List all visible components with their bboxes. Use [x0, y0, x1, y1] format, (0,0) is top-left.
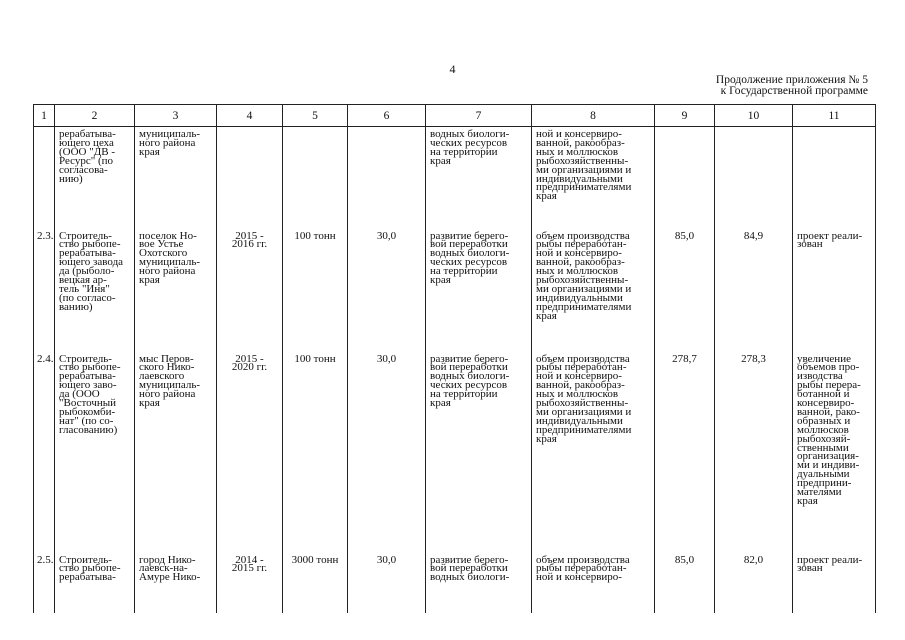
period-cell	[217, 127, 283, 229]
column-header: 5	[283, 105, 348, 127]
goal-cell: развитие берего- вой переработки водных биологи- ческих ресурсов на территории края	[426, 352, 532, 553]
row-number: 2.5.	[34, 553, 55, 613]
table-row	[34, 229, 876, 352]
header-row	[34, 105, 876, 127]
capacity-cell: 100 тонн	[283, 229, 348, 352]
result-cell	[793, 127, 876, 229]
cost-cell	[348, 127, 426, 229]
goal-cell: водных биологи- ческих ресурсов на территории края	[426, 127, 532, 229]
indicator-cell: объем производства рыбы переработан- ной и консервиро-	[532, 553, 655, 613]
column-header: 2	[55, 105, 135, 127]
indicator-cell: объем производства рыбы переработан- ной и консервиро- ванной, ракообраз- ных и моллюсков рыбохозяйственны- ми организациями и индивидуальными предпринимателями края	[532, 352, 655, 553]
value-cell: 278,7	[655, 352, 715, 553]
program-table	[33, 104, 876, 613]
object-cell: рерабатыва- ющего цеха (ООО "ДВ - Ресурс" (по согласова- нию)	[55, 127, 135, 229]
column-header: 8	[532, 105, 655, 127]
value-cell	[715, 127, 793, 229]
table-row	[34, 553, 876, 613]
capacity-cell: 100 тонн	[283, 352, 348, 553]
table-row	[34, 127, 876, 229]
column-header: 11	[793, 105, 876, 127]
value-cell: 82,0	[715, 553, 793, 613]
value-cell: 85,0	[655, 553, 715, 613]
column-header: 1	[34, 105, 55, 127]
object-cell: Строитель- ство рыбопе- рерабатыва- ющего заво- да (ООО "Восточный рыбокомби- нат" (по со- гласованию)	[55, 352, 135, 553]
value-cell	[655, 127, 715, 229]
value-cell: 84,9	[715, 229, 793, 352]
capacity-cell: 3000 тонн	[283, 553, 348, 613]
value-cell: 278,3	[715, 352, 793, 553]
cost-cell: 30,0	[348, 553, 426, 613]
indicator-cell: ной и консервиро- ванной, ракообраз- ных и моллюсков рыбохозяйственны- ми организациями и индивидуальными предпринимателями края	[532, 127, 655, 229]
column-header: 4	[217, 105, 283, 127]
page-number: 4	[449, 62, 456, 76]
goal-cell: развитие берего- вой переработки водных биологи- ческих ресурсов на территории края	[426, 229, 532, 352]
appendix-line-1: Продолжение приложения № 5	[715, 74, 868, 86]
row-number	[34, 127, 55, 229]
appendix-line-2: к Государственной программе	[720, 85, 868, 97]
result-cell: проект реали- зован	[793, 553, 876, 613]
row-number: 2.4.	[34, 352, 55, 553]
location-cell: мыс Перов- ского Нико- лаевского муниципаль- ного района края	[135, 352, 217, 553]
column-header: 9	[655, 105, 715, 127]
appendix-caption	[716, 75, 868, 97]
location-cell: город Нико- лаевск-на- Амуре Нико-	[135, 553, 217, 613]
value-cell: 85,0	[655, 229, 715, 352]
period-cell: 2015 - 2020 гг.	[217, 352, 283, 553]
object-cell: Строитель- ство рыбопе- рерабатыва- ющего завода да (рыболо- вецкая ар- тель "Иня" (по согласо- ванию)	[55, 229, 135, 352]
column-header: 6	[348, 105, 426, 127]
location-cell: муниципаль- ного района края	[135, 127, 217, 229]
column-header: 10	[715, 105, 793, 127]
location-cell: поселок Но- вое Устье Охотского муниципаль- ного района края	[135, 229, 217, 352]
row-number: 2.3.	[34, 229, 55, 352]
result-cell: проект реали- зован	[793, 229, 876, 352]
column-header: 3	[135, 105, 217, 127]
result-cell: увеличение объемов про- изводства рыбы перера- ботанной и консервиро- ванной, рако- образных и моллюсков рыбохозяй- ственными организация- ми и индиви- дуальными предприни- мателями края	[793, 352, 876, 553]
indicator-cell: объем производства рыбы переработан- ной и консервиро- ванной, ракообраз- ных и моллюсков рыбохозяйственны- ми организациями и индивидуальными предпринимателями края	[532, 229, 655, 352]
column-header: 7	[426, 105, 532, 127]
object-cell: Строитель- ство рыбопе- рерабатыва-	[55, 553, 135, 613]
cost-cell: 30,0	[348, 229, 426, 352]
table-row	[34, 352, 876, 553]
period-cell: 2015 - 2016 гг.	[217, 229, 283, 352]
cost-cell: 30,0	[348, 352, 426, 553]
goal-cell: развитие берего- вой переработки водных биологи-	[426, 553, 532, 613]
capacity-cell	[283, 127, 348, 229]
period-cell: 2014 - 2015 гг.	[217, 553, 283, 613]
